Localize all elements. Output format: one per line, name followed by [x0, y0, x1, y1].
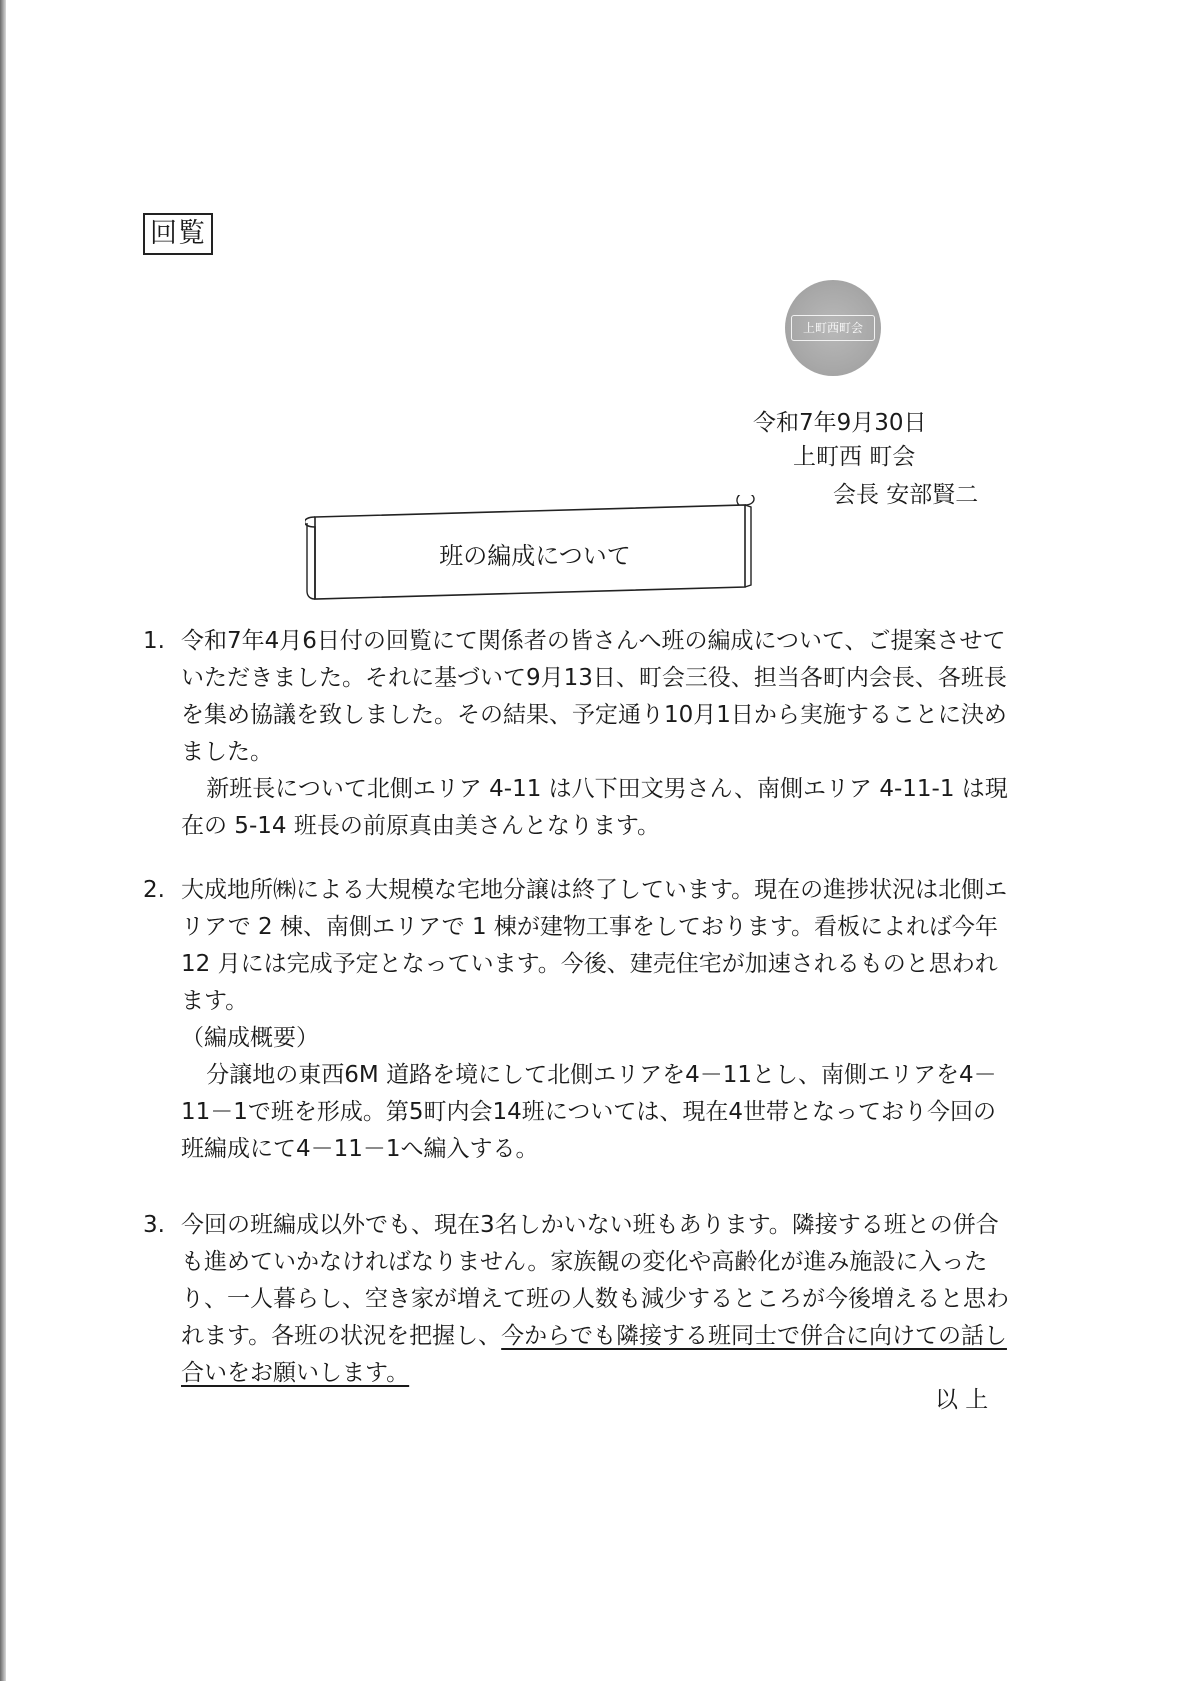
scan-edge-shadow [0, 0, 6, 1681]
item-body [181, 1207, 1013, 1392]
item-number: 2. [143, 877, 165, 903]
item-number: 1. [143, 628, 165, 654]
underlined-request: 今からでも隣接する班同士で併合に向けての話し合いをお願いします。 [181, 1323, 1007, 1386]
issuer-organization: 上町西 町会 [793, 444, 916, 470]
item-2 [143, 872, 1013, 1168]
item-paragraph: 分譲地の東西6M 道路を境にして北側エリアを4－11とし、南側エリアを4－11－1で班を形成。第5町内会14班については、現在4世帯となっており今回の班編成にて4－11－1へ編入する。 [181, 1062, 997, 1162]
seal-text: 上町西町会 [791, 315, 875, 341]
item-3 [143, 1207, 1013, 1392]
issue-date: 令和7年9月30日 [753, 410, 927, 436]
outline-heading: （編成概要） [181, 1025, 319, 1051]
circular-notice-label: 回覧 [143, 213, 213, 255]
item-1 [143, 623, 1013, 845]
item-paragraph: 大成地所㈱による大規模な宅地分譲は終了しています。現在の進捗状況は北側エリアで 2 棟、南側エリアで 1 棟が建物工事をしております。看板によれば今年 12 月には完成予定となっています。今後、建売住宅が加速されるものと思われます。 [181, 877, 1008, 1014]
title-scroll-banner [305, 495, 755, 605]
association-seal [785, 280, 881, 376]
closing-mark: 以 上 [935, 1387, 989, 1413]
item-paragraph: 新班長について北側エリア 4-11 は八下田文男さん、南側エリア 4-11-1 は現在の 5-14 班長の前原真由美さんとなります。 [181, 776, 1008, 839]
item-body [181, 623, 1013, 845]
item-text: 今回の班編成以外でも、現在3名しかいない班もあります。隣接する班との併合も進めていかなければなりません。家族観の変化や高齢化が進み施設に入ったり、一人暮らし、空き家が増えて班の人数も減少するところが今後増えると思われます。各班の状況を把握し、 [181, 1212, 1009, 1349]
item-body [181, 872, 1013, 1168]
item-number: 3. [143, 1212, 165, 1238]
document-title: 班の編成について [439, 542, 631, 570]
item-paragraph: 令和7年4月6日付の回覧にて関係者の皆さんへ班の編成について、ご提案させていただきました。それに基づいて9月13日、町会三役、担当各町内会長、各班長を集め協議を致しました。その結果、予定通り10月1日から実施することに決めました。 [181, 628, 1007, 765]
issuer-author: 会長 安部賢二 [833, 482, 979, 508]
item-paragraph [181, 1207, 1013, 1392]
